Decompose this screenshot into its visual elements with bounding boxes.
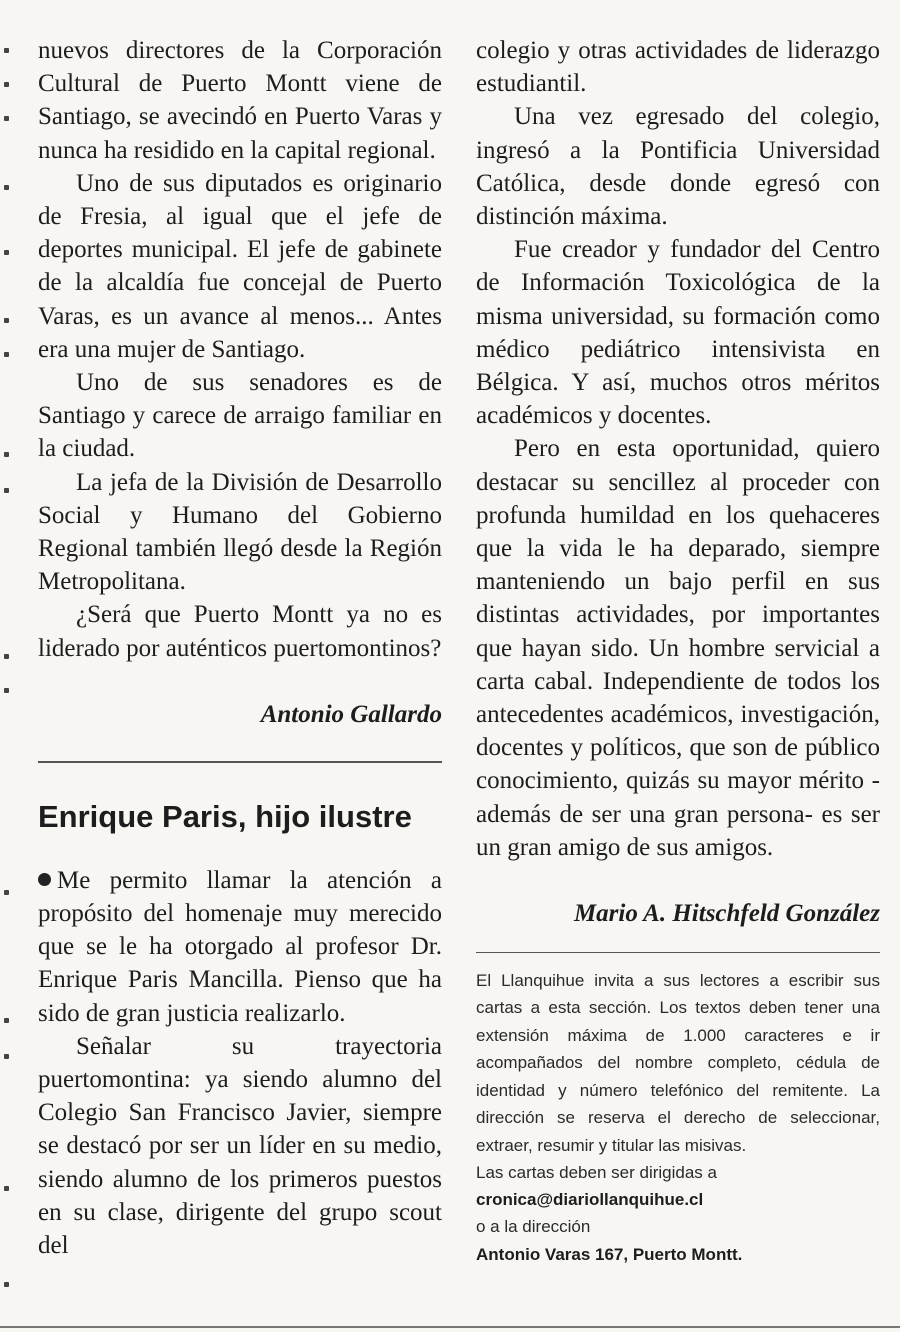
notice-address: Antonio Varas 167, Puerto Montt. <box>476 1244 743 1264</box>
letter2-paragraph: Una vez egresado del colegio, ingresó a la Pontificia Universidad Católica, desde donde egresó con distinción máxima. <box>476 103 880 231</box>
section-divider <box>38 761 442 763</box>
gutter-mark <box>4 488 9 493</box>
notice-line: Las cartas deben ser dirigidas a <box>476 1162 717 1182</box>
gutter-mark <box>4 250 9 255</box>
letter1-paragraph: nuevos directores de la Corporación Cultural de Puerto Montt viene de Santiago, se avecindó en Puerto Varas y nunca ha residido en la capital regional. <box>38 37 442 164</box>
letter2-heading: Enrique Paris, hijo ilustre <box>38 798 412 834</box>
letter1-paragraph: Uno de sus diputados es originario de Fresia, al igual que el jefe de deportes municipal. El jefe de gabinete de la alcaldía fue concejal de Puerto Varas, es un avance al menos... Antes era una mujer de Santiago. <box>38 169 442 363</box>
notice-email[interactable]: cronica@diariollanquihue.cl <box>476 1190 704 1210</box>
bullet-icon <box>38 873 51 886</box>
letter2-paragraph: Me permito llamar la atención a propósito del homenaje muy merecido que se le ha otorgado al profesor Dr. Enrique Paris Mancilla. Pienso que ha sido de gran justicia realizarlo. <box>38 866 442 1027</box>
gutter-mark <box>4 1186 9 1191</box>
letter2-paragraph: Pero en esta oportunidad, quiero destacar su sencillez al proceder con profunda humildad en los quehaceres que la vida le ha deparado, siempre manteniendo un bajo perfil en sus distintas actividades, por importantes que hayan sido. Un hombre servicial a carta cabal. Independiente de todos los antecedentes académicos, investigación, docentes y políticos, que son de público conocimiento, quizás su mayor mérito -además de ser una gran persona- es ser un gran amigo de sus amigos. <box>476 435 880 861</box>
letter1-signature: Antonio Gallardo <box>260 700 442 728</box>
letter2-signature: Mario A. Hitschfeld González <box>573 900 880 928</box>
gutter-mark <box>4 116 9 121</box>
gutter-mark <box>4 688 9 693</box>
gutter-mark <box>4 1054 9 1059</box>
gutter-mark <box>4 318 9 323</box>
letter1-paragraph: Uno de sus senadores es de Santiago y carece de arraigo familiar en la ciudad. <box>38 369 442 463</box>
letter2-paragraph: colegio y otras actividades de liderazgo estudiantil. <box>476 37 880 98</box>
page-bottom-rule <box>0 1326 900 1328</box>
gutter-mark <box>4 654 9 659</box>
right-column <box>476 34 880 1268</box>
gutter-mark <box>4 185 9 190</box>
gutter-mark <box>4 1282 9 1287</box>
gutter-mark <box>4 452 9 457</box>
letter2-paragraph: Fue creador y fundador del Centro de Información Toxicológica de la misma universidad, su formación como médico pediátrico intensivista en Bélgica. Y así, muchos otros méritos académicos y docentes. <box>476 236 880 430</box>
letter1-paragraph: La jefa de la División de Desarrollo Social y Humano del Gobierno Regional también llegó desde la Región Metropolitana. <box>38 468 442 596</box>
gutter-mark <box>4 82 9 87</box>
gutter-mark <box>4 890 9 895</box>
letter1-paragraph: ¿Será que Puerto Montt ya no es liderado por auténticos puertomontinos? <box>38 601 442 662</box>
notice-divider <box>476 952 880 953</box>
gutter-mark <box>4 1018 9 1023</box>
notice-line: o a la dirección <box>476 1217 591 1237</box>
notice-text: El Llanquihue invita a sus lectores a escribir sus cartas a esta sección. Los textos deben tener una extensión máxima de 1.000 caracteres e ir acompañados del nombre completo, cédula de identidad y número telefónico del remitente. La dirección se reserva el derecho de seleccionar, extraer, resumir y titular las misivas. <box>476 971 880 1155</box>
left-column <box>38 34 442 1262</box>
gutter-mark <box>4 48 9 53</box>
letters-notice <box>476 967 880 1268</box>
letter2-paragraph: Señalar su trayectoria puertomontina: ya siendo alumno del Colegio San Francisco Javier, siempre se destacó por ser un líder en su medio, siendo alumno de los primeros puestos en su clase, dirigente del grupo scout del <box>38 1032 442 1260</box>
gutter-mark <box>4 352 9 357</box>
